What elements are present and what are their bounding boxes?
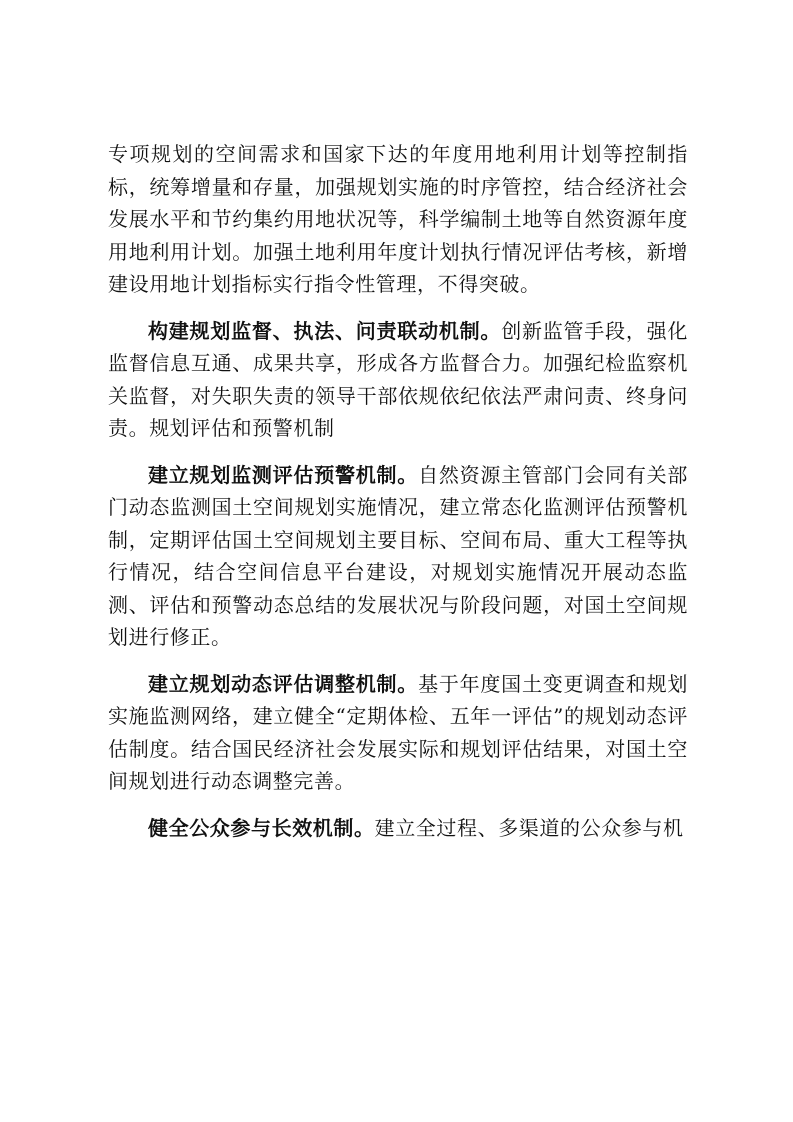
paragraph-2: [108, 315, 688, 445]
paragraph-2-heading: 构建规划监督、执法、问责联动机制。: [148, 318, 502, 343]
document-page: [108, 138, 688, 858]
paragraph-3: [108, 459, 688, 654]
paragraph-4: [108, 668, 688, 798]
paragraph-4-text: 基于年度国土变更调查和规划实施监测网络，建立健全“定期体检、五年一评估”的规划动态评估制度。结合国民经济社会发展实际和规划评估结果，对国土空间规划进行动态调整完善。: [108, 671, 688, 793]
paragraph-3-heading: 建立规划监测评估预警机制。: [148, 462, 419, 487]
paragraph-2-text: 创新监管手段，强化监督信息互通、成果共享，形成各方监督合力。加强纪检监察机关监督，对失职失责的领导干部依规依纪依法严肃问责、终身问责。规划评估和预警机制: [108, 318, 688, 440]
paragraph-5: [108, 812, 688, 845]
paragraph-3-text: 自然资源主管部门会同有关部门动态监测国土空间规划实施情况，建立常态化监测评估预警机制，定期评估国土空间规划主要目标、空间布局、重大工程等执行情况，结合空间信息平台建设，对规划实施情况开展动态监测、评估和预警动态总结的发展状况与阶段问题，对国土空间规划进行修正。: [108, 462, 688, 649]
paragraph-4-heading: 建立规划动态评估调整机制。: [148, 671, 419, 696]
paragraph-5-heading: 健全公众参与长效机制。: [148, 815, 375, 840]
paragraph-5-text: 建立全过程、多渠道的公众参与机: [374, 815, 684, 840]
paragraph-1: [108, 138, 688, 301]
paragraph-1-text: 专项规划的空间需求和国家下达的年度用地利用计划等控制指标，统筹增量和存量，加强规划实施的时序管控，结合经济社会发展水平和节约集约用地状况等，科学编制土地等自然资源年度用地利用计划。加强土地利用年度计划执行情况评估考核，新增建设用地计划指标实行指令性管理，不得突破。: [108, 142, 688, 296]
